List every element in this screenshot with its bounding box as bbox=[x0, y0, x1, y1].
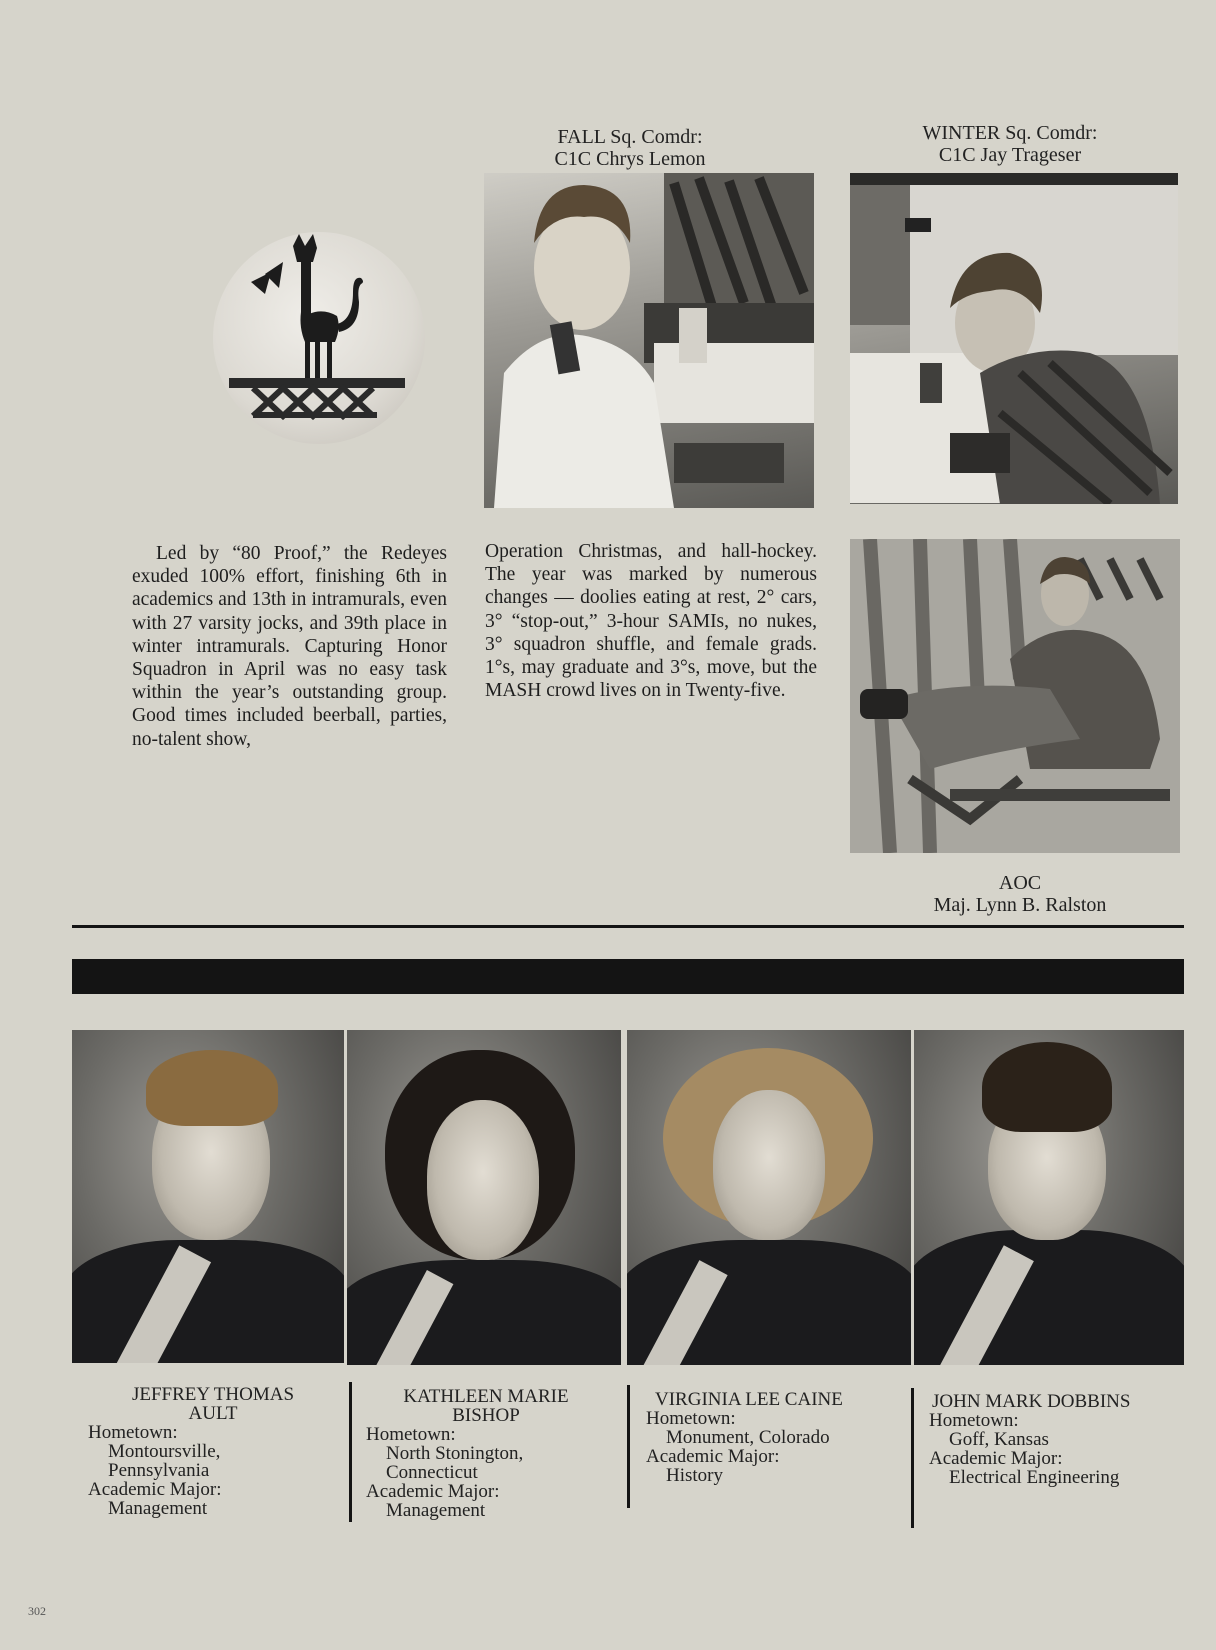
major-value: History bbox=[666, 1465, 723, 1486]
aoc-role: AOC bbox=[998, 872, 1042, 894]
story-column-2 bbox=[485, 540, 817, 702]
bio-caine bbox=[646, 1390, 886, 1485]
hometown-label: Hometown: bbox=[366, 1424, 456, 1445]
hometown-value: Monument, Colorado bbox=[666, 1427, 830, 1448]
fall-commander-role: FALL Sq. Comdr: bbox=[557, 126, 703, 148]
senior-name: KATHLEEN MARIE bbox=[403, 1386, 569, 1407]
senior-name-cont: AULT bbox=[188, 1403, 238, 1424]
bio-bishop bbox=[366, 1387, 606, 1520]
portrait-caine bbox=[627, 1030, 911, 1365]
major-value: Management bbox=[386, 1500, 486, 1521]
section-banner-bar bbox=[72, 959, 1184, 994]
major-label: Academic Major: bbox=[929, 1448, 1063, 1469]
story-column-1 bbox=[132, 542, 447, 751]
squadron-patch bbox=[213, 232, 425, 444]
fall-commander-photo bbox=[484, 173, 814, 508]
hometown-value-cont: Pennsylvania bbox=[108, 1460, 210, 1481]
senior-name-cont: BISHOP bbox=[452, 1405, 520, 1426]
major-value: Electrical Engineering bbox=[949, 1467, 1120, 1488]
hometown-value-cont: Connecticut bbox=[386, 1462, 478, 1483]
hometown-value: Goff, Kansas bbox=[949, 1429, 1049, 1450]
hometown-value: North Stonington, bbox=[386, 1443, 524, 1464]
bio-divider-3 bbox=[911, 1388, 914, 1528]
aoc-photo bbox=[850, 539, 1180, 853]
winter-commander-caption bbox=[880, 122, 1140, 166]
major-value: Management bbox=[108, 1498, 208, 1519]
hometown-label: Hometown: bbox=[929, 1410, 1019, 1431]
hometown-label: Hometown: bbox=[646, 1408, 736, 1429]
page-number: 302 bbox=[28, 1604, 46, 1618]
bio-dobbins bbox=[929, 1392, 1179, 1487]
bio-divider-1 bbox=[349, 1382, 352, 1522]
section-rule bbox=[72, 925, 1184, 928]
winter-commander-role: WINTER Sq. Comdr: bbox=[922, 122, 1098, 144]
portrait-ault bbox=[72, 1030, 344, 1363]
hometown-value: Montoursville, bbox=[108, 1441, 221, 1462]
story-column-1-text: Led by “80 Proof,” the Redeyes exuded 100% effort, finishing 6th in academics and 13th in intramurals, even with 27 varsity jocks, and 39th place in winter intramurals. Capturing Honor Squadron in April was no easy task within the year’s outstanding group. Good times included beerball, parties, no-talent show, bbox=[132, 543, 447, 750]
aoc-caption bbox=[900, 872, 1140, 916]
major-label: Academic Major: bbox=[366, 1481, 500, 1502]
major-label: Academic Major: bbox=[646, 1446, 780, 1467]
bio-ault bbox=[88, 1385, 338, 1518]
portrait-bishop bbox=[347, 1030, 621, 1365]
bio-divider-2 bbox=[627, 1385, 630, 1508]
winter-commander-photo bbox=[850, 173, 1178, 504]
senior-name: JEFFREY THOMAS bbox=[131, 1384, 295, 1405]
story-column-2-text: Operation Christmas, and hall-hockey. The year was marked by numerous changes — doolies eating at rest, 2° cars, 3° “stop-out,” 3-hour SAMIs, no nukes, 3° squadron shuffle, and female grads. 1°s, may graduate and 3°s, move, but the MASH crowd lives on in Twenty-five. bbox=[485, 541, 817, 702]
aoc-name: Maj. Lynn B. Ralston bbox=[933, 894, 1107, 916]
senior-name: VIRGINIA LEE CAINE bbox=[655, 1389, 843, 1410]
cat-emblem-icon bbox=[213, 232, 425, 444]
fall-commander-name: C1C Chrys Lemon bbox=[554, 148, 706, 170]
senior-name: JOHN MARK DOBBINS bbox=[932, 1391, 1131, 1412]
fall-commander-caption bbox=[520, 126, 740, 170]
winter-commander-name: C1C Jay Trageser bbox=[938, 144, 1082, 166]
portrait-dobbins bbox=[914, 1030, 1184, 1365]
hometown-label: Hometown: bbox=[88, 1422, 178, 1443]
major-label: Academic Major: bbox=[88, 1479, 222, 1500]
